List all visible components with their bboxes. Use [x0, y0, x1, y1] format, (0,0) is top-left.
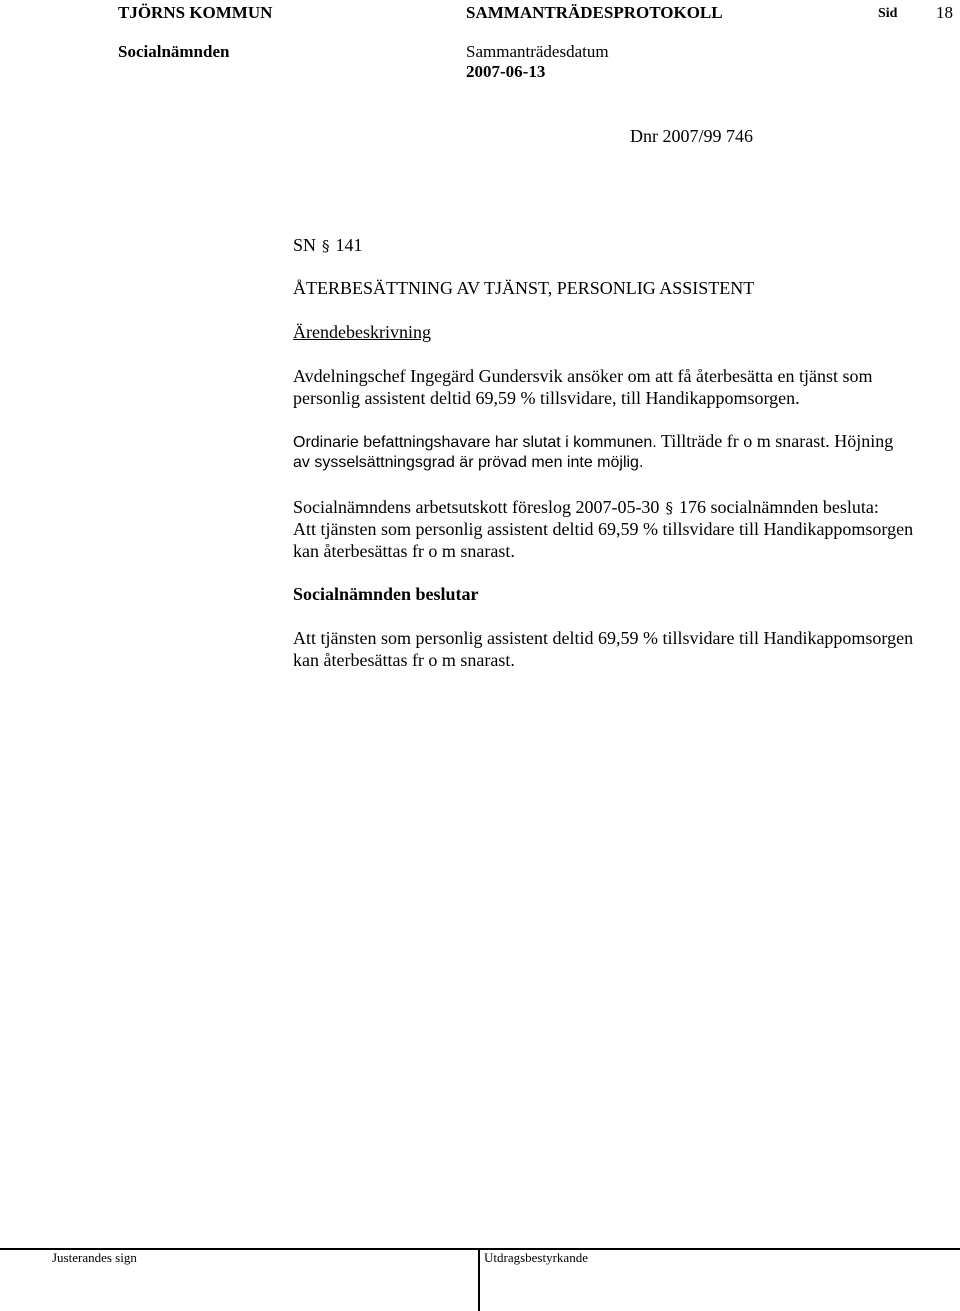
- meeting-date: 2007-06-13: [466, 62, 546, 81]
- dnr-number: Dnr 2007/99 746: [630, 126, 753, 146]
- paragraph-3-line-2: Att tjänsten som personlig assistent deltid 69,59 % tillsvidare till Handikappomsorgen: [293, 519, 914, 539]
- paragraph-1-line-1: Avdelningschef Ingegärd Gundersvik ansöker om att få återbesätta en tjänst som: [293, 366, 873, 386]
- page-label: Sid: [878, 6, 898, 21]
- paragraph-3-part-a: Socialnämndens arbetsutskott föreslog 2007-05-30: [293, 497, 660, 517]
- justerandes-sign-label: Justerandes sign: [52, 1250, 137, 1265]
- meeting-date-label: Sammanträdesdatum: [466, 42, 609, 61]
- utdragsbestyrkande-label: Utdragsbestyrkande: [484, 1250, 588, 1265]
- decision-heading: Socialnämnden beslutar: [293, 584, 479, 604]
- decision-line-1: Att tjänsten som personlig assistent deltid 69,59 % tillsvidare till Handikappomsorgen: [293, 628, 914, 648]
- paragraph-symbol: §: [322, 237, 330, 255]
- section-prefix: SN: [293, 235, 317, 255]
- section-number: [293, 234, 363, 257]
- footer-divider: [0, 1248, 960, 1250]
- document-type: SAMMANTRÄDESPROTOKOLL: [466, 3, 723, 22]
- paragraph-3-line-3: kan återbesättas fr o m snarast.: [293, 541, 515, 561]
- municipality-name: TJÖRNS KOMMUN: [118, 3, 273, 22]
- description-heading: Ärendebeskrivning: [293, 322, 431, 342]
- paragraph-2-sans-part: Ordinarie befattningshavare har slutat i kommunen.: [293, 434, 657, 451]
- paragraph-3-part-b: 176 socialnämnden besluta:: [678, 497, 879, 517]
- paragraph-symbol-2: §: [665, 499, 673, 517]
- case-title: ÅTERBESÄTTNING AV TJÄNST, PERSONLIG ASSISTENT: [293, 278, 755, 298]
- paragraph-3-line-1: [293, 496, 879, 519]
- paragraph-2-line-1: [293, 430, 893, 454]
- paragraph-1-line-2: personlig assistent deltid 69,59 % tillsvidare, till Handikappomsorgen.: [293, 388, 800, 408]
- page-number: 18: [936, 3, 953, 22]
- paragraph-2-serif-part: Tillträde fr o m snarast. Höjning: [656, 431, 894, 451]
- footer-vertical-divider: [478, 1248, 480, 1311]
- section-num: 141: [335, 235, 363, 255]
- committee-name: Socialnämnden: [118, 42, 230, 61]
- decision-line-2: kan återbesättas fr o m snarast.: [293, 650, 515, 670]
- paragraph-2-line-2: av sysselsättningsgrad är prövad men inte möjlig.: [293, 454, 644, 471]
